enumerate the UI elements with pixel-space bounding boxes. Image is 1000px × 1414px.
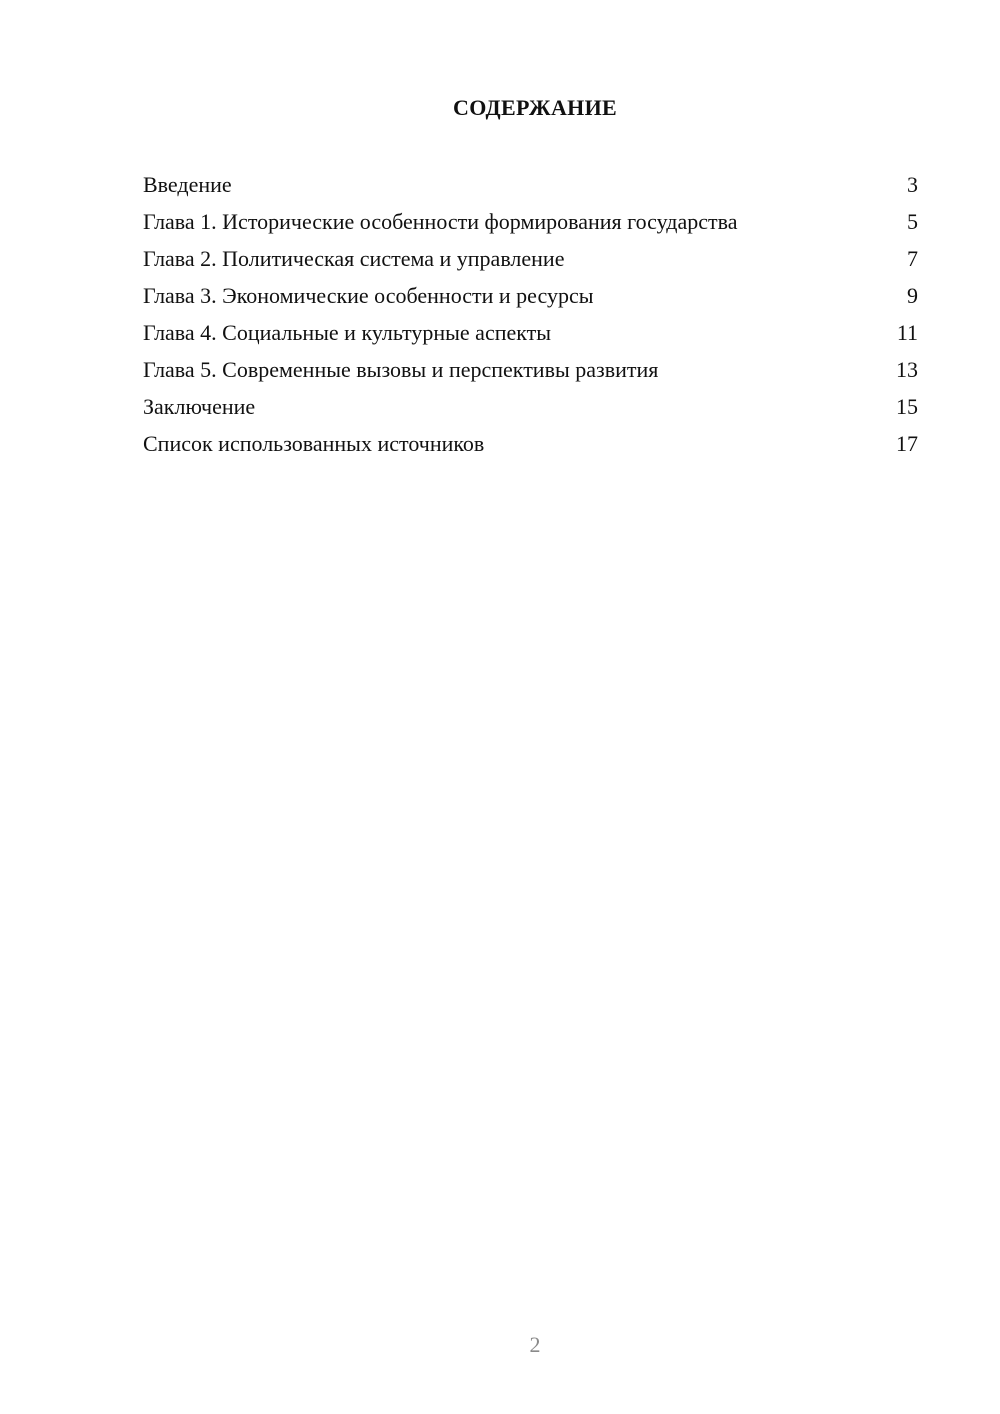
toc-item-label: Глава 3. Экономические особенности и ресурсы [143,283,594,308]
toc-item-chapter-3 [143,280,918,317]
toc-item-chapter-5 [143,354,918,391]
toc-item-label: Глава 2. Политическая система и управление [143,246,565,271]
toc-item-label: Заключение [143,394,256,419]
toc-item-chapter-1 [143,206,918,243]
toc-item-page: 11 [896,320,918,345]
toc-item-label: Глава 5. Современные вызовы и перспективы развития [143,357,659,382]
toc-item-chapter-2 [143,243,918,280]
page-title: СОДЕРЖАНИЕ [453,95,617,120]
toc-item-label: Глава 4. Социальные и культурные аспекты [143,320,552,345]
toc-item-conclusion [143,391,918,428]
toc-item-page: 3 [907,172,918,197]
toc-item-chapter-4 [143,317,918,354]
toc-item-page: 17 [896,431,918,456]
toc-item-page: 9 [907,283,918,308]
toc-item-page: 5 [907,209,918,234]
toc-item-page: 7 [907,246,918,271]
toc-item-introduction [143,169,918,206]
toc-item-page: 13 [896,357,918,382]
toc-item-label: Глава 1. Исторические особенности формирования государства [143,209,738,234]
toc-item-label: Введение [143,172,232,197]
toc-item-label: Список использованных источников [143,431,485,456]
page-number: 2 [529,1332,541,1357]
toc-item-page: 15 [896,394,918,419]
toc-item-references [143,428,918,465]
table-of-contents [143,169,918,465]
